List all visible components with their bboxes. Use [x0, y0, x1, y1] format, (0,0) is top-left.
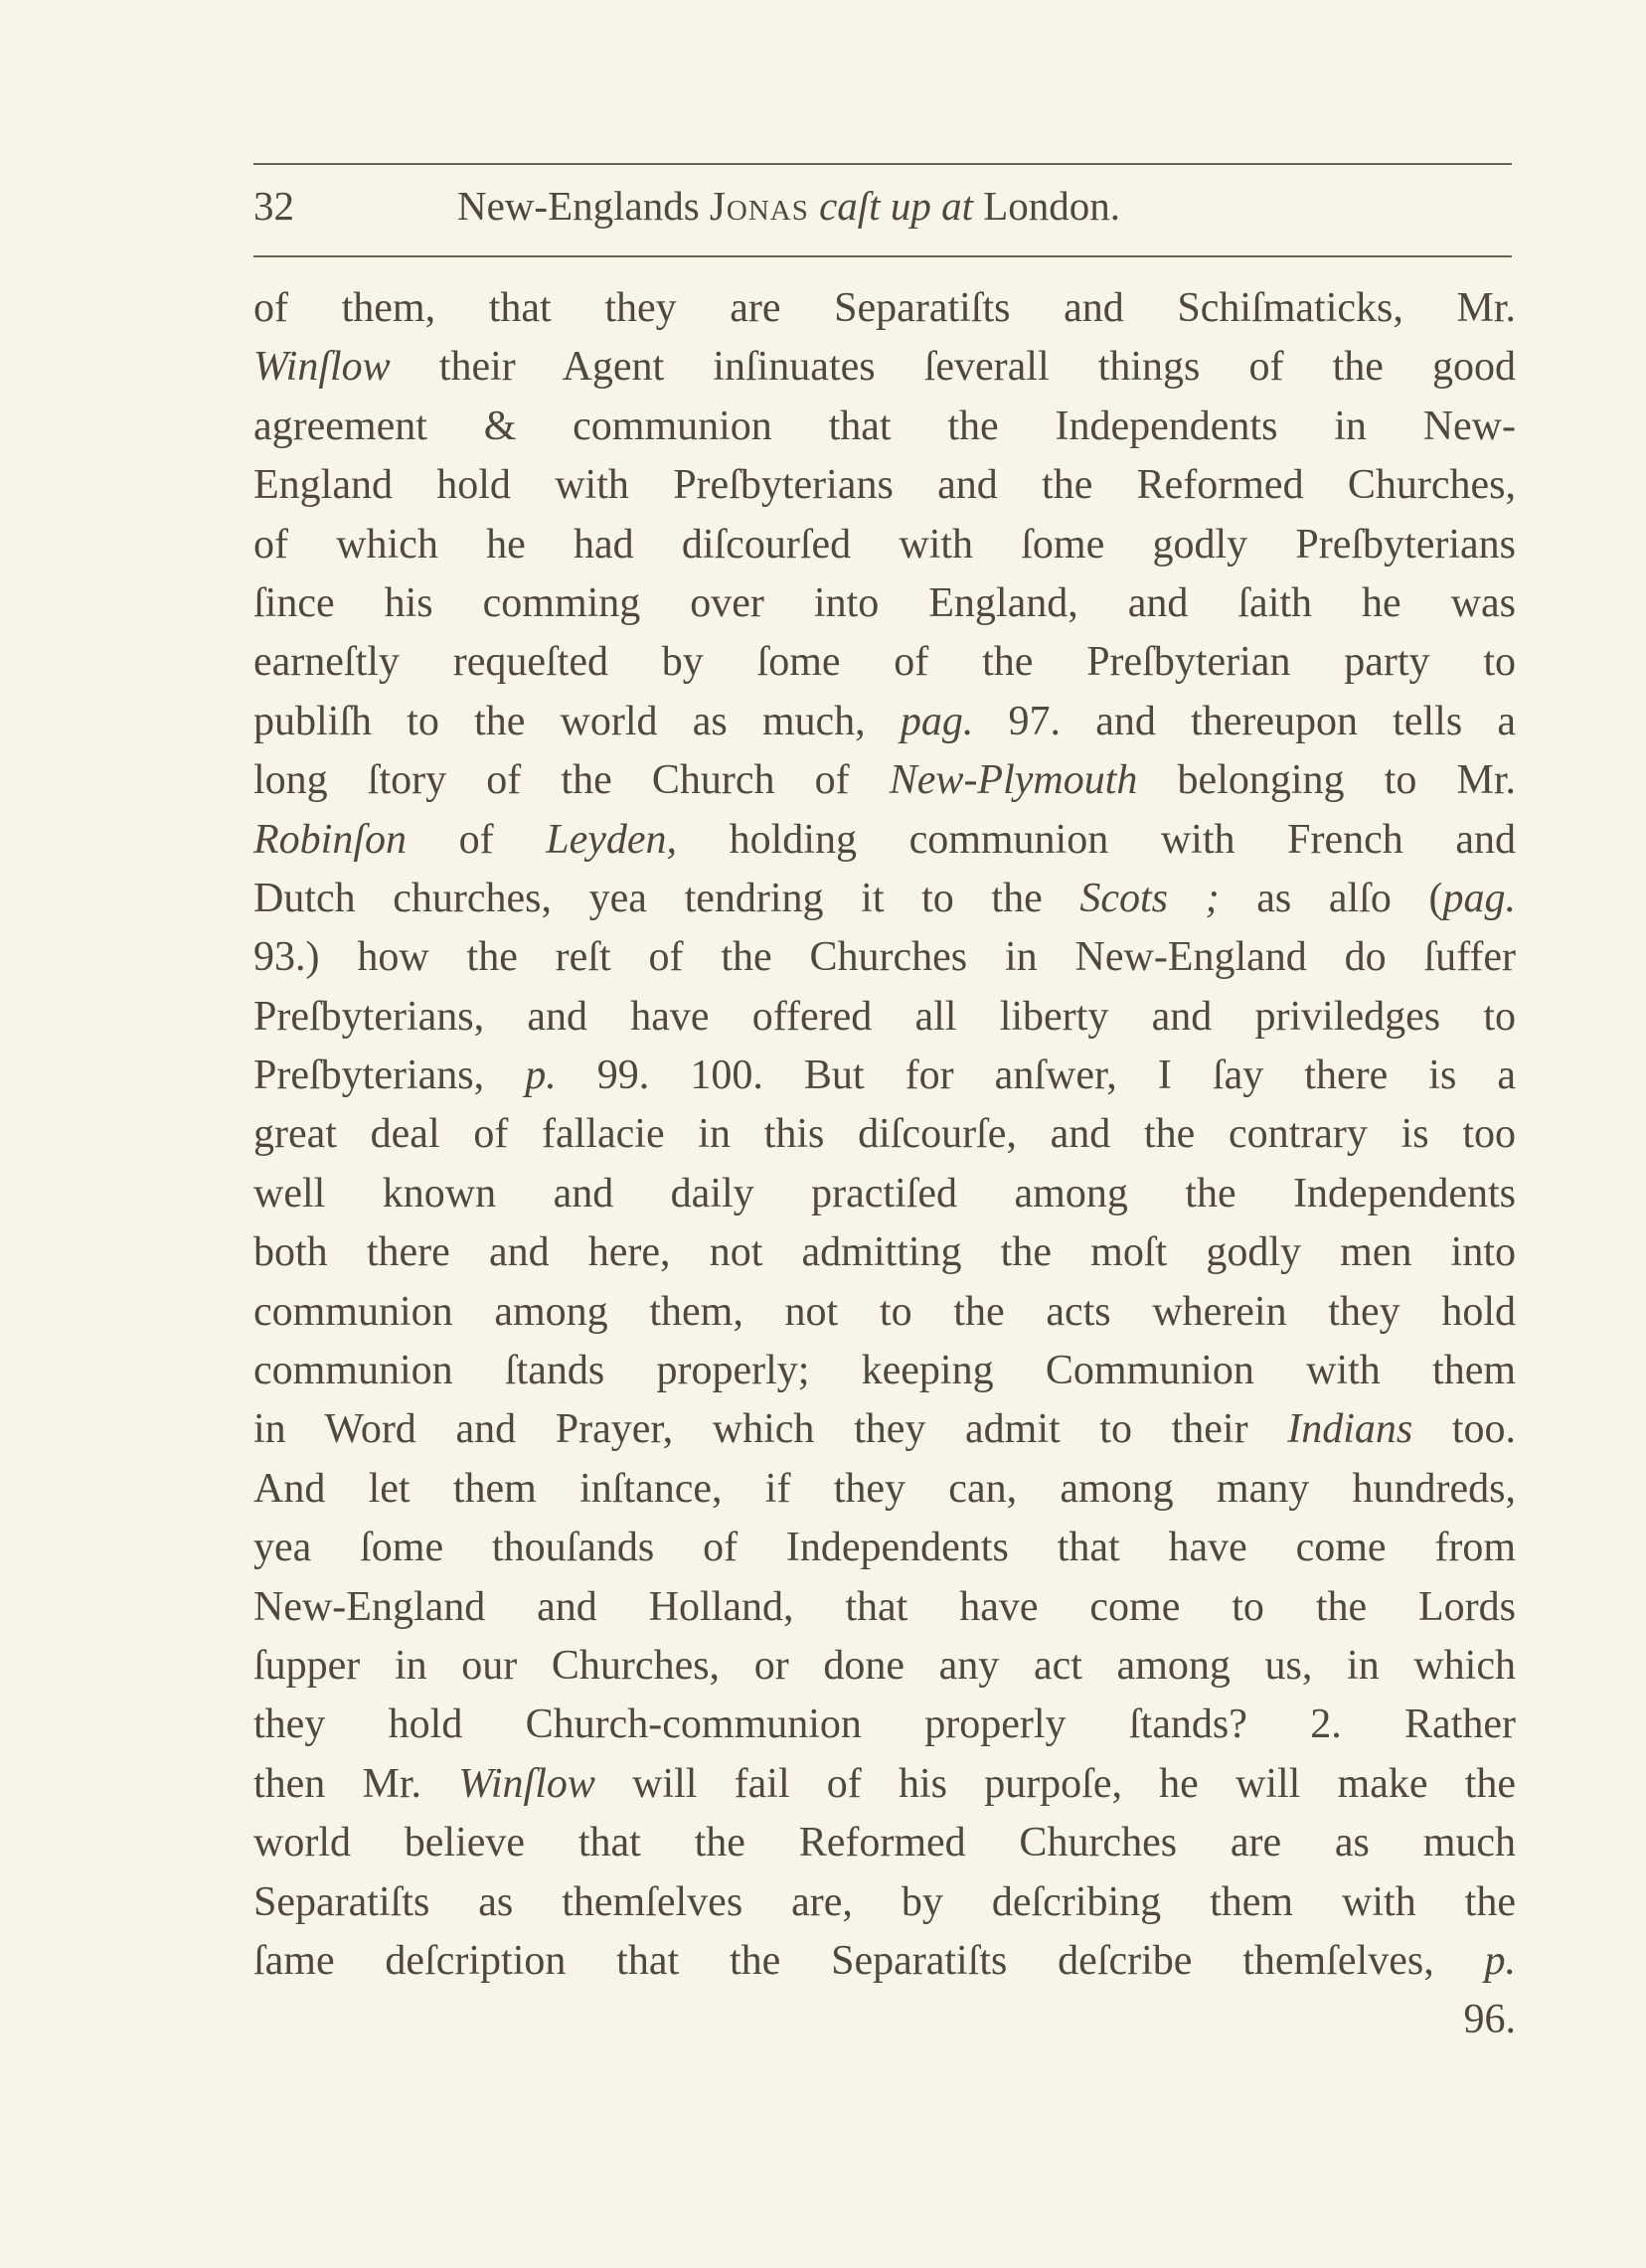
text-line	[253, 811, 1516, 870]
text-line	[253, 1283, 1516, 1342]
text-line	[253, 516, 1516, 574]
text-line	[253, 1696, 1516, 1754]
text-line	[253, 988, 1516, 1047]
text-segment: publiſh to the world as much,	[253, 698, 901, 744]
text-line	[253, 928, 1516, 987]
text-line	[253, 1105, 1516, 1164]
text-segment: both there and here, not admitting the moſt godly men into	[253, 1229, 1516, 1276]
text-segment: world believe that the Reformed Churches are as much	[253, 1820, 1516, 1866]
text-segment: 99. 100. But for anſwer, I ſay there is a	[556, 1053, 1517, 1099]
text-line	[253, 456, 1516, 515]
text-line	[253, 1165, 1516, 1223]
text-segment: in Word and Prayer, which they admit to their	[253, 1406, 1288, 1453]
text-segment: as alſo (	[1219, 875, 1443, 921]
text-segment: their Agent inſinuates ſeverall things of the good	[390, 344, 1516, 391]
italic-text: Scots ;	[1079, 875, 1220, 921]
text-segment: ſince his comming over into England, and ſaith he was	[253, 579, 1516, 626]
italic-text: Winſlow	[458, 1760, 595, 1807]
italic-text: New-Plymouth	[889, 757, 1138, 804]
text-line	[253, 1637, 1516, 1696]
text-segment: 93.) how the reſt of the Churches in New-England do ſuffer	[253, 934, 1516, 981]
text-line	[253, 693, 1516, 751]
text-segment: well known and daily practiſed among the Independents	[253, 1170, 1516, 1216]
text-line	[253, 751, 1516, 810]
text-line	[253, 1460, 1516, 1519]
text-line	[253, 1400, 1516, 1459]
title-part: caſt up at	[808, 183, 984, 229]
text-line	[253, 870, 1516, 928]
text-segment: 97. and thereupon tells a	[973, 698, 1516, 744]
text-segment: will fail of his purpoſe, he will make the	[594, 1760, 1517, 1807]
text-segment: communion among them, not to the acts wherein they hold	[253, 1288, 1516, 1335]
text-segment: they hold Church-communion properly ſtands? 2. Rather	[253, 1701, 1516, 1748]
text-segment: holding communion with French and	[677, 816, 1516, 863]
italic-text: Winſlow	[253, 344, 391, 391]
italic-text: p.	[525, 1053, 557, 1099]
text-segment: of them, that they are Separatiſts and Schiſmaticks, Mr.	[253, 285, 1516, 331]
text-line	[253, 1578, 1516, 1637]
text-segment: too.	[1412, 1406, 1517, 1453]
text-segment: agreement & communion that the Independents in New-	[253, 403, 1516, 449]
text-segment: Preſbyterians,	[253, 1053, 526, 1099]
text-line	[253, 633, 1516, 692]
text-segment: then Mr.	[253, 1760, 459, 1807]
text-line	[253, 1991, 1516, 2049]
text-line	[253, 338, 1516, 397]
title-part: New-Englands	[457, 183, 710, 229]
header-rule-bottom	[253, 255, 1512, 257]
running-header	[253, 181, 1512, 231]
text-segment: of	[407, 816, 547, 863]
text-line	[253, 398, 1516, 456]
text-segment: Separatiſts as themſelves are, by deſcribing them with the	[253, 1878, 1516, 1925]
text-segment: New-England and Holland, that have come to the Lords	[253, 1583, 1516, 1630]
text-line	[253, 1519, 1516, 1577]
text-line	[253, 1342, 1516, 1400]
text-segment: Dutch churches, yea tendring it to the	[253, 875, 1080, 921]
italic-text: p.	[1484, 1937, 1516, 1984]
text-line	[253, 1755, 1516, 1814]
text-line	[253, 279, 1516, 338]
text-segment: yea ſome thouſands of Independents that have come from	[253, 1525, 1516, 1571]
text-line	[253, 574, 1516, 633]
text-segment: Preſbyterians, and have offered all liberty and priviledges to	[253, 993, 1516, 1040]
text-line	[253, 1814, 1516, 1872]
body-text	[253, 279, 1516, 2050]
text-segment: And let them inſtance, if they can, among many hundreds,	[253, 1465, 1516, 1512]
italic-text: pag.	[900, 698, 974, 744]
text-segment: of which he had diſcourſed with ſome godly Preſbyterians	[253, 521, 1516, 567]
title-part: London.	[983, 183, 1121, 229]
text-segment: earneſtly requeſted by ſome of the Preſbyterian party to	[253, 639, 1516, 686]
italic-text: pag.	[1442, 875, 1516, 921]
text-line	[253, 1873, 1516, 1932]
text-line	[253, 1047, 1516, 1105]
text-segment: belonging to Mr.	[1137, 757, 1516, 804]
text-segment: ſame deſcription that the Separatiſts deſcribe themſelves,	[253, 1937, 1485, 1984]
italic-text: Robinſon	[253, 816, 407, 863]
text-line	[253, 1932, 1516, 1991]
text-segment: England hold with Preſbyterians and the Reformed Churches,	[253, 462, 1516, 509]
text-segment: communion ſtands properly; keeping Communion with them	[253, 1348, 1516, 1394]
page-number: 32	[253, 183, 294, 229]
header-rule-top	[253, 163, 1512, 165]
text-segment: great deal of fallacie in this diſcourſe, and the contrary is too	[253, 1111, 1516, 1158]
text-segment: ſupper in our Churches, or done any act among us, in which	[253, 1642, 1516, 1689]
title-part: Jonas	[709, 183, 809, 229]
running-title	[457, 181, 1120, 231]
text-segment: 96.	[1463, 1997, 1516, 2043]
italic-text: Indians	[1287, 1406, 1413, 1453]
text-line	[253, 1223, 1516, 1282]
italic-text: Leyden,	[546, 816, 678, 863]
text-segment: long ſtory of the Church of	[253, 757, 890, 804]
